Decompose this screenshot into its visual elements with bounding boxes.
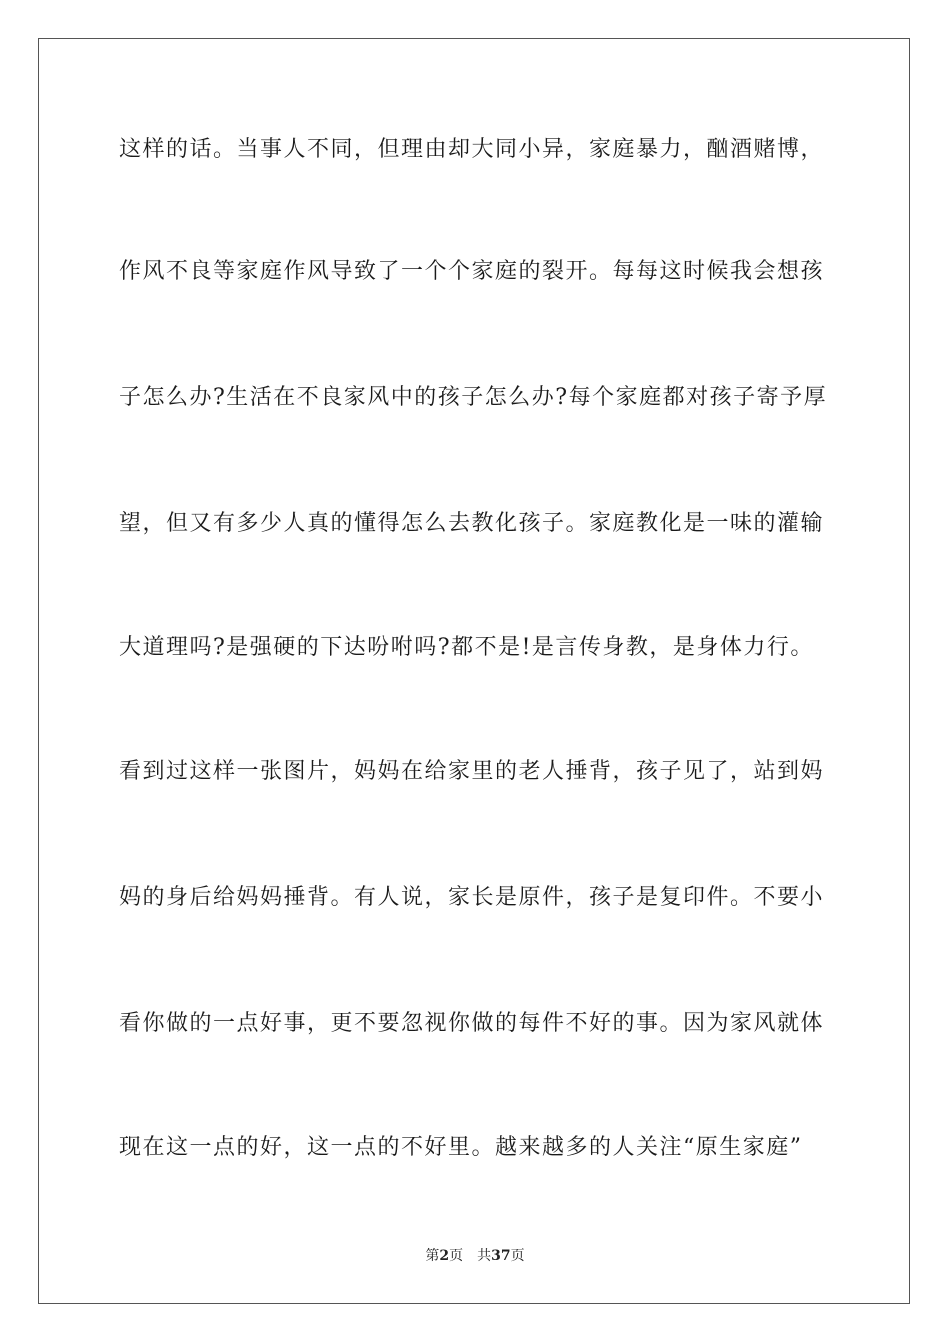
page-label-suffix: 页	[449, 1248, 464, 1264]
text-line-6: 看到过这样一张图片，妈妈在给家里的老人捶背，孩子见了，站到妈	[119, 759, 825, 784]
page-label-prefix: 第	[425, 1248, 440, 1264]
text-line-4: 望，但又有多少人真的懂得怎么去教化孩子。家庭教化是一味的灌输	[119, 511, 825, 536]
text-line-7: 妈的身后给妈妈捶背。有人说，家长是原件，孩子是复印件。不要小	[119, 885, 825, 910]
text-line-8: 看你做的一点好事，更不要忽视你做的每件不好的事。因为家风就体	[119, 1011, 825, 1036]
text-line-9: 现在这一点的好，这一点的不好里。越来越多的人关注“原生家庭”	[119, 1135, 803, 1160]
total-label-prefix: 共	[477, 1248, 492, 1264]
total-pages: 37	[491, 1248, 511, 1264]
text-line-2: 作风不良等家庭作风导致了一个个家庭的裂开。每每这时候我会想孩	[119, 259, 825, 284]
text-line-5: 大道理吗?是强硬的下达吩咐吗?都不是!是言传身教，是身体力行。	[119, 635, 814, 660]
page-number: 2	[439, 1248, 450, 1264]
page-footer	[39, 1247, 911, 1265]
total-label-suffix: 页	[510, 1248, 525, 1264]
page-frame	[38, 38, 910, 1304]
text-line-1: 这样的话。当事人不同，但理由却大同小异，家庭暴力，酗酒赌博，	[119, 137, 825, 162]
text-line-3: 子怎么办?生活在不良家风中的孩子怎么办?每个家庭都对孩子寄予厚	[119, 385, 828, 410]
